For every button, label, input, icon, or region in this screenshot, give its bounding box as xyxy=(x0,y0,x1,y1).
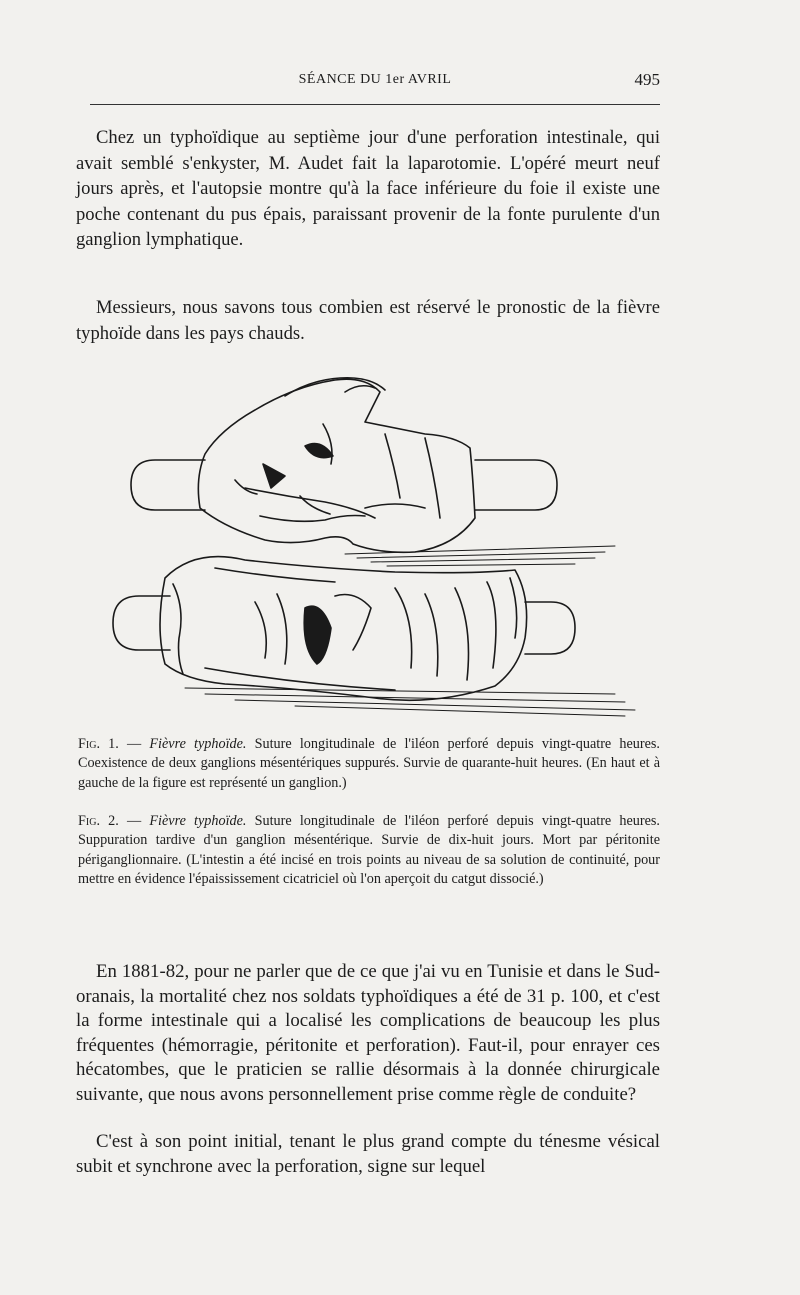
paragraph-2: Messieurs, nous savons tous combien est réservé le pronostic de la fièvre typhoïde dans les pays chauds. xyxy=(76,297,660,344)
figure-caption-1 xyxy=(78,735,660,793)
figure-title-2: Fièvre typhoïde. xyxy=(149,813,247,829)
intestine-illustration xyxy=(95,368,640,720)
caption-dash-2: — xyxy=(118,813,150,829)
upper-intestine xyxy=(198,378,475,553)
figure-title-1: Fièvre typhoïde. xyxy=(149,736,247,752)
lower-intestine xyxy=(160,557,527,701)
page-number: 495 xyxy=(634,70,660,89)
page-header xyxy=(90,72,660,94)
running-head: SÉANCE DU 1er AVRIL xyxy=(298,72,452,87)
lower-rod xyxy=(113,596,575,654)
caption-text-1: Suture longitudinale de l'iléon perforé depuis vingt-quatre heures. Coexistence de deux ganglions mésentériques suppurés. Survie de quarante-huit heures. (En haut et à gauche de la figure est représenté un ganglion.) xyxy=(78,736,660,791)
caption-text-2: Suture longitudinale de l'iléon perforé depuis vingt-quatre heures. Suppuration tardive d'un ganglion mésentérique. Survie de dix-huit jours. Mort par péritonite périganglionnaire. (L'intestin a été incisé en trois points au niveau de sa solution de continuité, pour mettre en évidence l'épaississement cicatriciel où l'on aperçoit du catgut dissocié.) xyxy=(78,813,660,888)
paragraph-3: En 1881-82, pour ne parler que de ce que j'ai vu en Tunisie et dans le Sud-oranais, la mortalité chez nos soldats typhoïdiques a été de 31 p. 100, et c'est la forme intestinale qui a localisé les complications de beaucoup les plus fréquentes (hémorragie, péritonite et perforation). Faut-il, pour enrayer ces hécatombes, que le praticien se rallie désormais à la donnée chirurgicale suivante, que nous avons personnellement prise comme règle de conduite? xyxy=(76,961,660,1105)
upper-shadow xyxy=(345,546,615,566)
paragraph-1: Chez un typhoïdique au septième jour d'une perforation intestinale, qui avait semblé s'enkyster, M. Audet fait la laparotomie. L'opéré meurt neuf jours après, et l'autopsie montre qu'à la face inférieure du foie il existe une poche contenant du pus épais, paraissant provenir de la fonte purulente d'un ganglion lymphatique. xyxy=(76,127,660,251)
upper-rod xyxy=(131,460,557,510)
figure-label-1: Fig. 1. xyxy=(78,736,119,752)
lower-shadow xyxy=(185,688,635,716)
figure-label-2: Fig. 2. xyxy=(78,813,119,829)
paragraph-4: C'est à son point initial, tenant le plus grand compte du ténesme vésical subit et synchrone avec la perforation, signe sur lequel xyxy=(76,1131,660,1177)
header-rule xyxy=(90,104,660,105)
caption-dash-1: — xyxy=(118,736,150,752)
figure-caption-2 xyxy=(78,812,660,890)
